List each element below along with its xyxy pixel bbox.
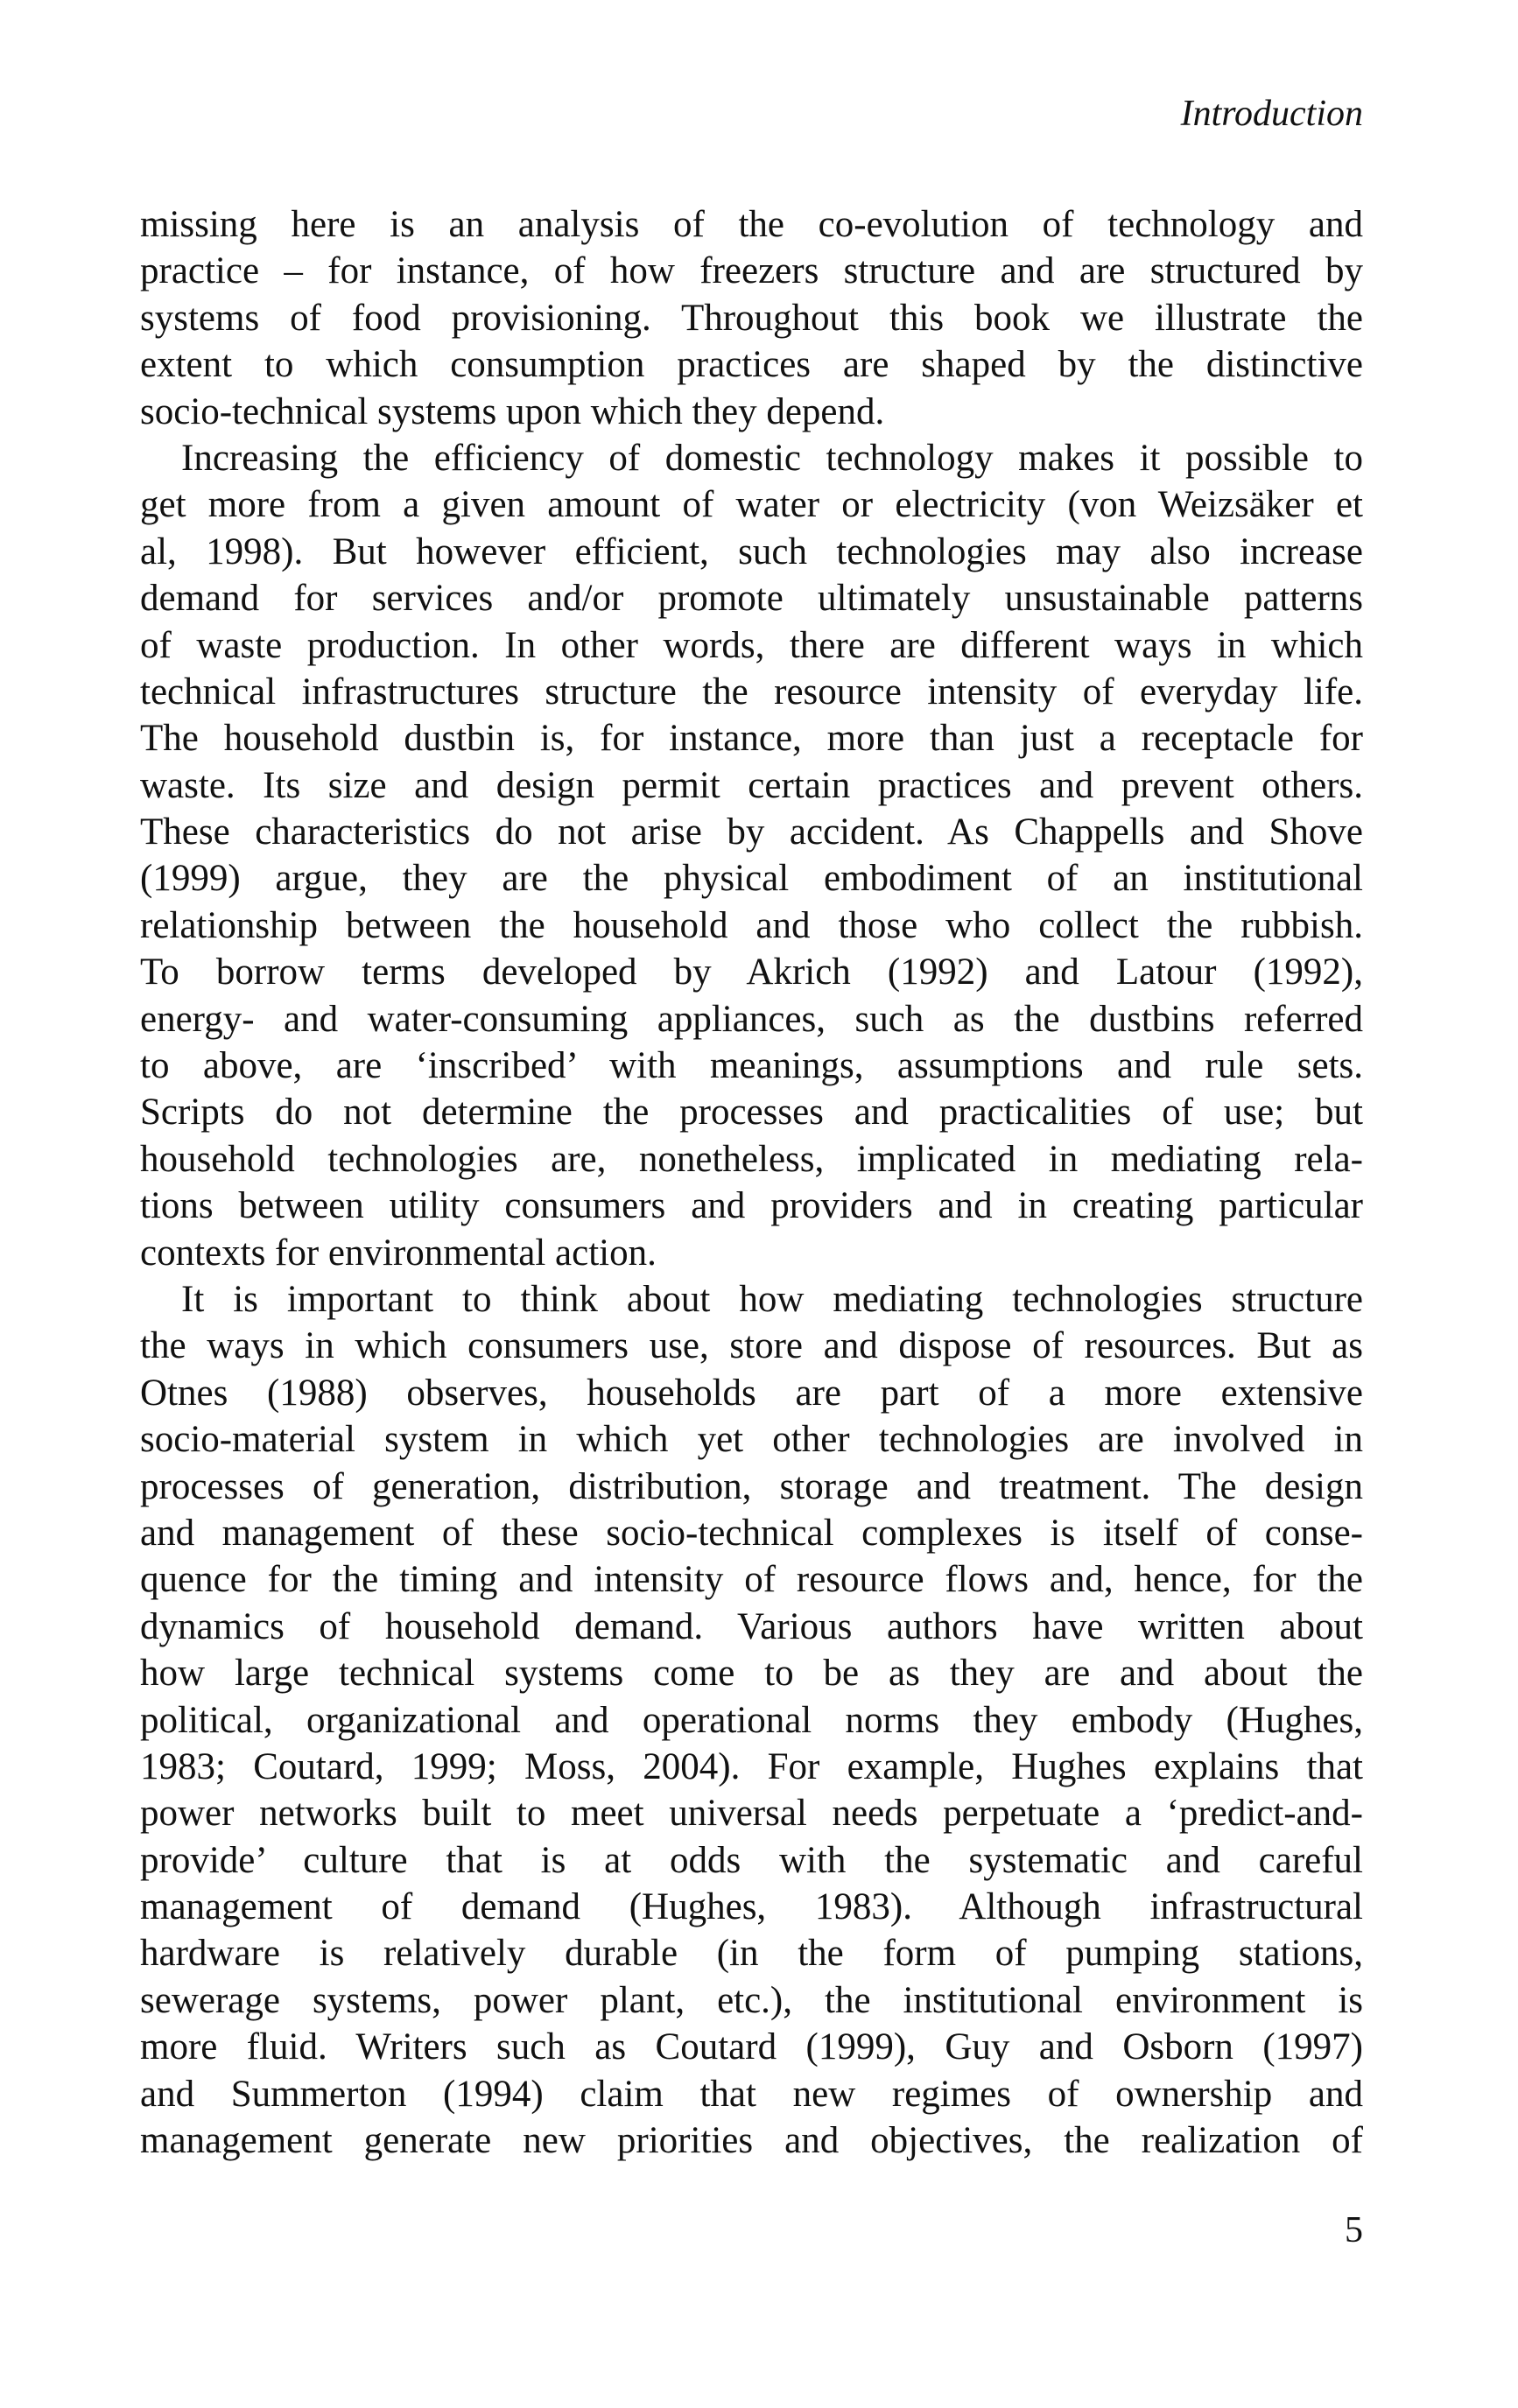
text-line: socio-material system in which yet other technologies are involved in (140, 1419, 1363, 1461)
text-line: more fluid. Writers such as Coutard (1999), Guy and Osborn (1997) (140, 2026, 1363, 2068)
text-line: technical infrastructures structure the resource intensity of everyday life. (140, 670, 1363, 713)
text-line: dynamics of household demand. Various authors have written about (140, 1605, 1363, 1647)
text-line: management generate new priorities and objectives, the realization of (140, 2120, 1363, 2162)
text-line: and management of these socio-technical complexes is itself of conse- (140, 1512, 1363, 1554)
text-line: socio-technical systems upon which they depend. (140, 390, 885, 432)
body-text (140, 201, 1363, 2164)
text-line: contexts for environmental action. (140, 1232, 657, 1274)
text-line: tions between utility consumers and providers and in creating particular (140, 1185, 1363, 1227)
text-line: waste. Its size and design permit certain practices and prevent others. (140, 764, 1363, 806)
text-line: demand for services and/or promote ultimately unsustainable patterns (140, 578, 1363, 620)
text-line: These characteristics do not arise by accident. As Chappells and Shove (140, 811, 1363, 853)
text-line: (1999) argue, they are the physical embodiment of an institutional (140, 858, 1363, 900)
text-line: quence for the timing and intensity of resource flows and, hence, for the (140, 1559, 1363, 1601)
text-line: the ways in which consumers use, store and dispose of resources. But as (140, 1325, 1363, 1367)
text-line: household technologies are, nonetheless, implicated in mediating rela- (140, 1138, 1363, 1180)
text-line: extent to which consumption practices are shaped by the distinctive (140, 344, 1363, 386)
text-line: The household dustbin is, for instance, more than just a receptacle for (140, 718, 1363, 760)
text-line: missing here is an analysis of the co-evolution of technology and (140, 204, 1363, 245)
text-line: political, organizational and operational norms they embody (Hughes, (140, 1699, 1363, 1741)
text-line: energy- and water-consuming appliances, such as the dustbins referred (140, 998, 1363, 1040)
text-line: of waste production. In other words, there are different ways in which (140, 624, 1363, 666)
text-line: power networks built to meet universal needs perpetuate a ‘predict-and- (140, 1793, 1363, 1835)
text-line: management of demand (Hughes, 1983). Although infrastructural (140, 1886, 1363, 1928)
text-line: to above, are ‘inscribed’ with meanings, assumptions and rule sets. (140, 1045, 1363, 1087)
text-line: provide’ culture that is at odds with the systematic and careful (140, 1839, 1363, 1881)
text-line: al, 1998). But however efficient, such technologies may also increase (140, 530, 1363, 572)
text-line: relationship between the household and those who collect the rubbish. (140, 904, 1363, 946)
paragraph (140, 1276, 1363, 2164)
text-line: Increasing the efficiency of domestic technology makes it possible to (181, 437, 1363, 479)
text-line: practice – for instance, of how freezers structure and are structured by (140, 250, 1363, 292)
paragraph (140, 201, 1363, 435)
text-line: sewerage systems, power plant, etc.), the institutional environment is (140, 1979, 1363, 2021)
text-line: get more from a given amount of water or electricity (von Weizsäker et (140, 484, 1363, 526)
text-line: 1983; Coutard, 1999; Moss, 2004). For example, Hughes explains that (140, 1745, 1363, 1787)
text-line: and Summerton (1994) claim that new regimes of ownership and (140, 2073, 1363, 2115)
text-line: It is important to think about how mediating technologies structure (181, 1278, 1363, 1320)
text-line: Otnes (1988) observes, households are part of a more extensive (140, 1372, 1363, 1414)
text-line: systems of food provisioning. Throughout this book we illustrate the (140, 297, 1363, 339)
running-header: Introduction (1180, 94, 1363, 134)
text-line: how large technical systems come to be as they are and about the (140, 1653, 1363, 1695)
paragraph (140, 435, 1363, 1276)
text-line: processes of generation, distribution, storage and treatment. The design (140, 1465, 1363, 1507)
text-line: To borrow terms developed by Akrich (1992) and Latour (1992), (140, 951, 1363, 993)
text-line: hardware is relatively durable (in the form of pumping stations, (140, 1933, 1363, 1975)
text-line: Scripts do not determine the processes and practicalities of use; but (140, 1092, 1363, 1134)
page-number: 5 (1345, 2210, 1363, 2250)
